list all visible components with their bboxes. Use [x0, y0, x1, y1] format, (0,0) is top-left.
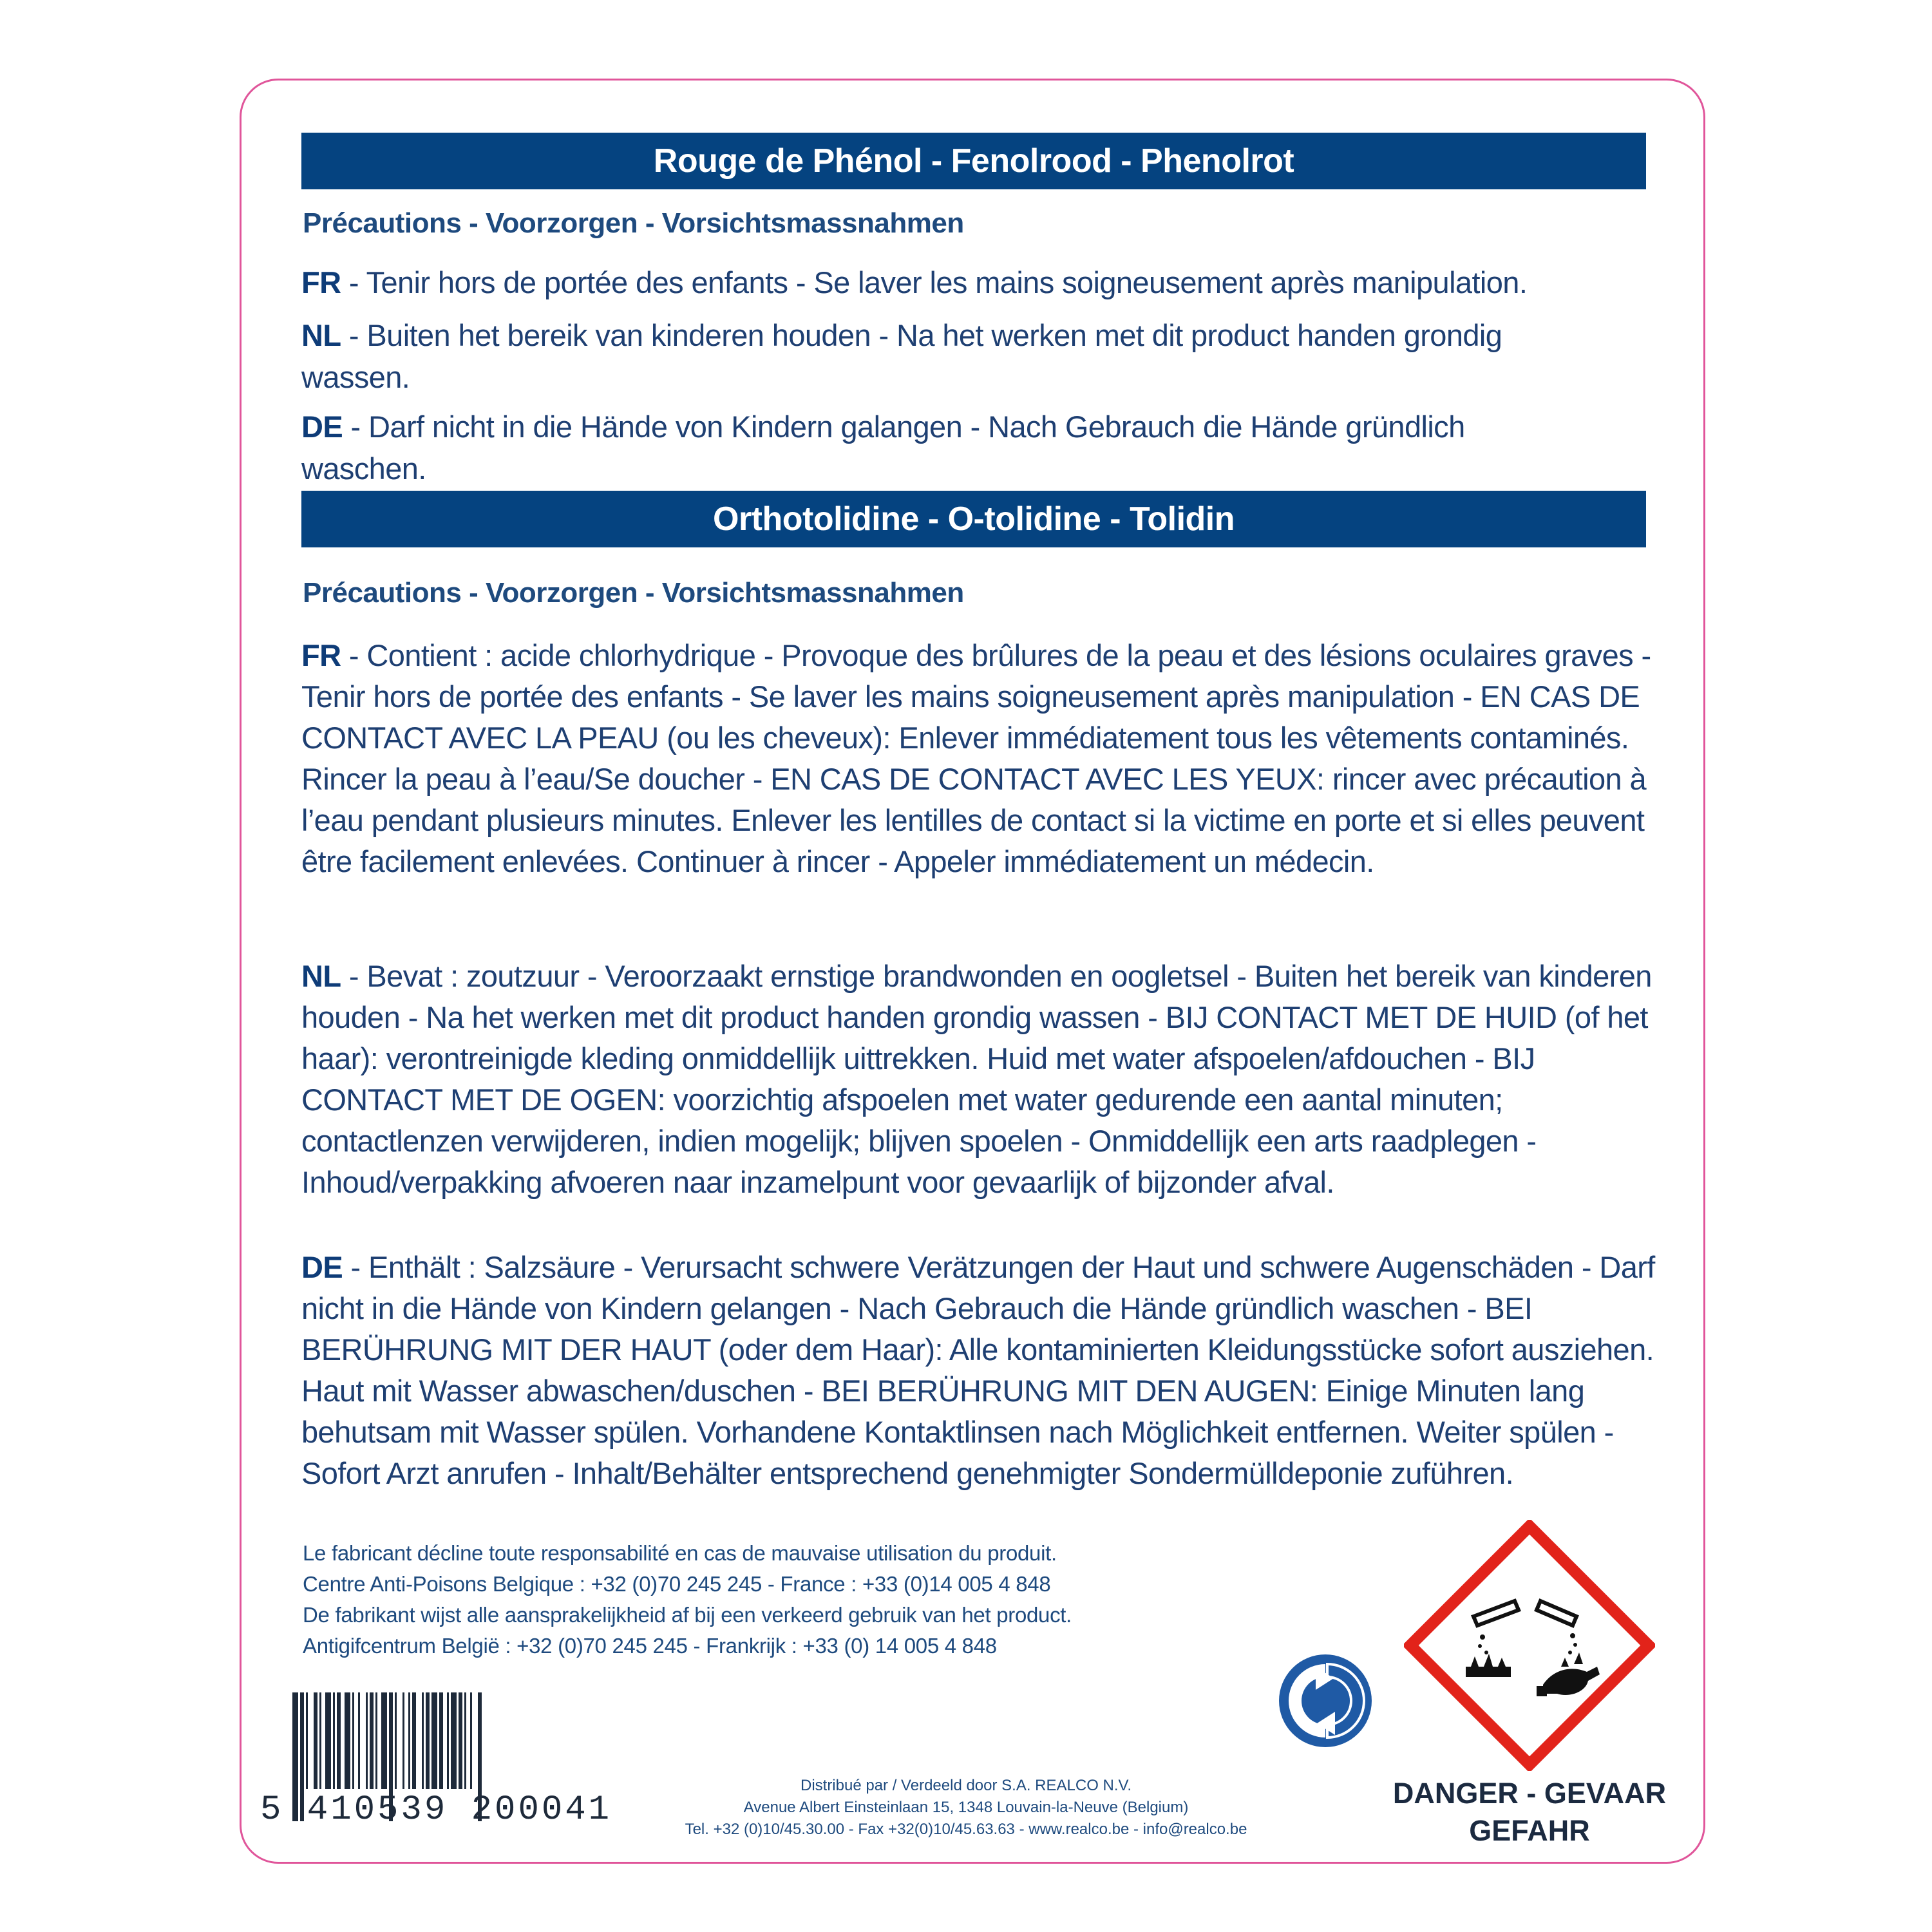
- disclaimer-line: De fabrikant wijst alle aansprakelijkheid af bij een verkeerd gebruik van het product.: [303, 1603, 1072, 1627]
- barcode-bar: [370, 1692, 374, 1789]
- barcode-bar: [352, 1692, 354, 1789]
- barcode-bar: [381, 1692, 387, 1789]
- paragraph-nl: [301, 956, 1680, 1203]
- ghs05-corrosive-icon: [1404, 1520, 1655, 1771]
- paragraph-de: [301, 406, 1589, 489]
- hazard-line-2: GEFAHR: [1469, 1814, 1590, 1847]
- disclaimer-line: Centre Anti-Poisons Belgique : +32 (0)70 245 245 - France : +33 (0)14 005 4 848: [303, 1572, 1051, 1596]
- barcode-bar: [325, 1692, 331, 1789]
- language-code: DE: [301, 1250, 343, 1284]
- barcode-bar: [395, 1692, 397, 1789]
- barcode-bar: [319, 1692, 321, 1789]
- barcode-bar: [345, 1692, 350, 1789]
- barcode-bar: [431, 1692, 437, 1789]
- hazard-signal-words: [1372, 1775, 1687, 1850]
- language-code: FR: [301, 265, 341, 299]
- distributor-line: Distribué par / Verdeeld door S.A. REALCO N.V.: [800, 1777, 1132, 1794]
- green-dot-recycle-icon: [1277, 1653, 1374, 1749]
- barcode-bar: [306, 1692, 308, 1789]
- section-title-orthotolidine: Orthotolidine - O-tolidine - Tolidin: [301, 491, 1646, 547]
- paragraph-text: - Buiten het bereik van kinderen houden - Na het werken met dit product handen grondig wassen.: [301, 318, 1502, 394]
- barcode-bar: [447, 1692, 449, 1789]
- barcode-bar: [358, 1692, 360, 1789]
- barcode-bar: [459, 1692, 462, 1789]
- barcode-bar: [408, 1692, 410, 1789]
- section-title-phenol-red: Rouge de Phénol - Fenolrood - Phenolrot: [301, 133, 1646, 189]
- barcode-bar: [451, 1692, 457, 1789]
- distributor-line: Tel. +32 (0)10/45.30.00 - Fax +32(0)10/45.63.63 - www.realco.be - info@realco.be: [685, 1821, 1247, 1838]
- paragraph-fr: [301, 261, 1667, 303]
- disclaimer-line: Le fabricant décline toute responsabilité en cas de mauvaise utilisation du produit.: [303, 1541, 1057, 1565]
- paragraph-text: - Enthält : Salzsäure - Verursacht schwere Verätzungen der Haut und schwere Augenschäden - Darf nicht in die Hände von Kindern gelangen - Nach Gebrauch die Hände gründlich waschen - BEI BERÜHRUNG MIT DER HAUT (oder dem Haar): Alle kontaminierten Kleidungsstücke sofort ausziehen. Haut mit Wasser abwaschen/duschen - BEI BERÜHRUNG MIT DEN AUGEN: Einige Minuten lang behutsam mit Wasser spülen. Vorhandene Kontaktlinsen nach Möglichkeit entfernen. Weiter spülen - Sofort Arzt anrufen - Inhalt/Behälter entsprechend genehmigter Sondermülldeponie zuführen.: [301, 1250, 1655, 1490]
- paragraph-text: - Bevat : zoutzuur - Veroorzaakt ernstige brandwonden en oogletsel - Buiten het bereik van kinderen houden - Na het werken met dit product handen grondig wassen - BIJ CONTACT MET DE HUID (of het haar): verontreinigde kleding onmiddellijk uittrekken. Huid met water afspoelen/afdouchen - BIJ CONTACT MET DE OGEN: voorzichtig afspoelen met water gedurende een aantal minuten; contactlenzen verwijderen, indien mogelijk; blijven spoelen - Onmiddellijk een arts raadplegen - Inhoud/verpakking afvoeren naar inzamelpunt voor gevaarlijk of bijzonder afval.: [301, 959, 1652, 1199]
- barcode-bar: [333, 1692, 335, 1789]
- language-code: FR: [301, 638, 341, 672]
- barcode-bar: [366, 1692, 368, 1789]
- barcode-bar: [402, 1692, 404, 1789]
- paragraph-nl: [301, 314, 1544, 398]
- paragraph-fr: [301, 635, 1654, 882]
- paragraph-text: - Darf nicht in die Hände von Kindern galangen - Nach Gebrauch die Hände gründlich waschen.: [301, 410, 1465, 486]
- hazard-line-1: DANGER - GEVAAR: [1392, 1777, 1667, 1810]
- distributor-line: Avenue Albert Einsteinlaan 15, 1348 Louvain-la-Neuve (Belgium): [743, 1799, 1189, 1816]
- barcode-bar: [375, 1692, 377, 1789]
- barcode-digits: 5 410539 200041: [260, 1790, 612, 1830]
- paragraph-text: - Contient : acide chlorhydrique - Provoque des brûlures de la peau et des lésions oculaires graves - Tenir hors de portée des enfants - Se laver les mains soigneusement après manipulation - EN CAS DE CONTACT AVEC LA PEAU (ou les cheveux): Enlever immédiatement tous les vêtements contaminés. Rincer la peau à l’eau/Se doucher - EN CAS DE CONTACT AVEC LES YEUX: rincer avec précaution à l’eau pendant plusieurs minutes. Enlever les lentilles de contact si la victime en porte et si elles peuvent être facilement enlevées. Continuer à rincer - Appeler immédiatement un médecin.: [301, 638, 1651, 878]
- paragraph-text: - Tenir hors de portée des enfants - Se laver les mains soigneusement après manipulation.: [341, 265, 1528, 299]
- section-subtitle-precautions: Précautions - Voorzorgen - Vorsichtsmassnahmen: [303, 207, 964, 239]
- barcode-bar: [314, 1692, 317, 1789]
- paragraph-de: [301, 1247, 1667, 1494]
- disclaimer-line: Antigifcentrum België : +32 (0)70 245 245 - Frankrijk : +33 (0) 14 005 4 848: [303, 1634, 997, 1658]
- barcode-bar: [426, 1692, 430, 1789]
- distributor-info: [657, 1775, 1275, 1841]
- barcode-bar: [439, 1692, 443, 1789]
- barcode-bar: [470, 1692, 472, 1789]
- barcode-bar: [337, 1692, 341, 1789]
- language-code: NL: [301, 318, 341, 352]
- language-code: DE: [301, 410, 343, 444]
- barcode-bar: [464, 1692, 466, 1789]
- section-subtitle-precautions: Précautions - Voorzorgen - Vorsichtsmassnahmen: [303, 577, 964, 609]
- language-code: NL: [301, 959, 341, 993]
- disclaimer-block: [303, 1538, 1307, 1662]
- barcode-bar: [422, 1692, 424, 1789]
- barcode-bar: [412, 1692, 416, 1789]
